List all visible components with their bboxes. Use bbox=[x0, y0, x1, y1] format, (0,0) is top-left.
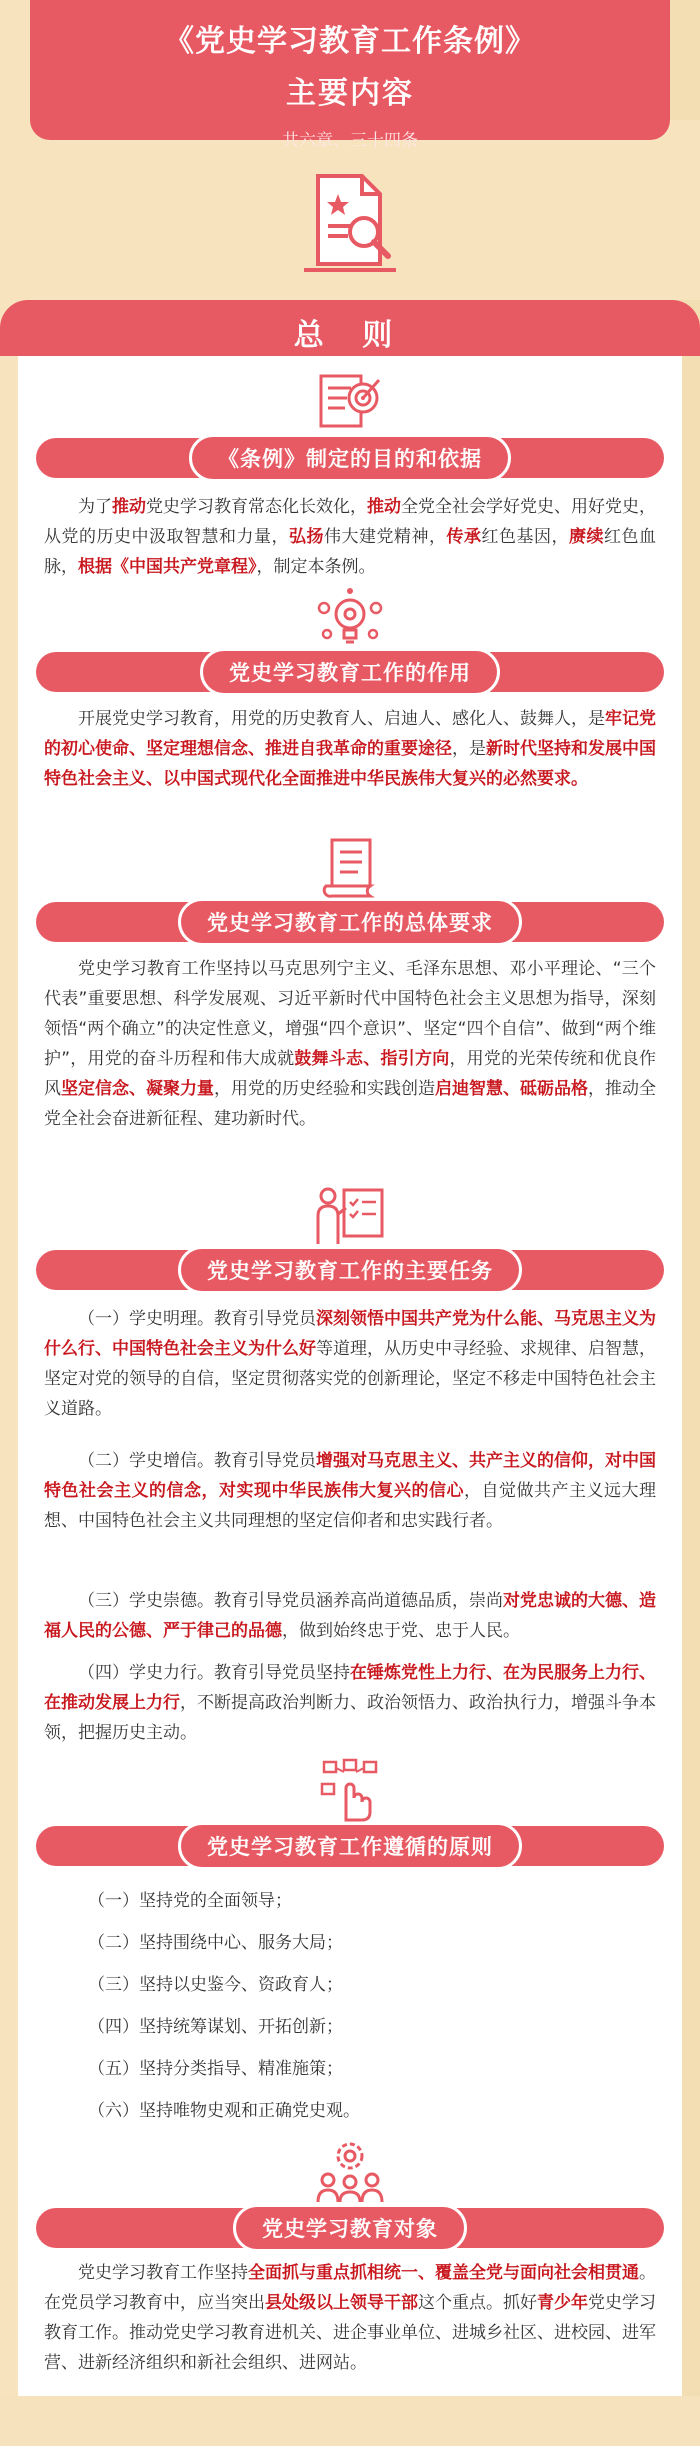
body-text: 全党全社会学好党史、用好党史，从党的历史中汲取智慧和力量， bbox=[44, 497, 656, 547]
task-item-1 bbox=[44, 1304, 656, 1424]
body-text: （三）学史崇德。教育引导党员涵养高尚道德品质，崇尚 bbox=[78, 1591, 503, 1611]
highlight-text: 传承 bbox=[446, 527, 482, 547]
body-text: 党史学习教育常态化长效化， bbox=[146, 497, 367, 517]
people-gear-icon bbox=[316, 2140, 384, 2204]
paragraph-purpose bbox=[44, 492, 656, 582]
paragraph-audience bbox=[44, 2258, 656, 2378]
section-bar-principles bbox=[36, 1826, 664, 1866]
section-heading: 党史学习教育工作的作用 bbox=[200, 648, 500, 696]
section-heading: 党史学习教育对象 bbox=[233, 2204, 467, 2252]
lightbulb-gear-icon bbox=[315, 586, 385, 650]
body-text: 开展党史学习教育，用党的历史教育人、启迪人、感化人、鼓舞人，是 bbox=[78, 709, 605, 729]
highlight-text: 赓续 bbox=[569, 527, 604, 547]
highlight-text: 深刻领悟中国共产党为什么能、马克思主义为什么行、中国特色社会主义为什么好 bbox=[44, 1309, 656, 1359]
principle-item: （六）坚持唯物史观和正确党史观。 bbox=[88, 2101, 360, 2121]
body-text: （一）学史明理。教育引导党员 bbox=[78, 1309, 316, 1329]
document-star-magnifier-icon bbox=[300, 168, 400, 278]
body-text: ，做到始终忠于党、忠于人民。 bbox=[282, 1621, 520, 1641]
body-text: 等道理，从历史中寻经验、求规律、启智慧，坚定对党的领导的自信，坚定贯彻落实党的创新理论，坚定不移走中国特色社会主义道路。 bbox=[44, 1339, 656, 1419]
highlight-text: 坚定信念、凝聚力量 bbox=[61, 1079, 214, 1099]
principle-item: （二）坚持围绕中心、服务大局； bbox=[88, 1933, 343, 1953]
body-text: ，是 bbox=[452, 739, 486, 759]
section-title: 总 则 bbox=[293, 318, 407, 353]
highlight-text: 推动 bbox=[367, 497, 401, 517]
highlight-text: 青少年 bbox=[537, 2293, 588, 2313]
page-header bbox=[30, 0, 670, 151]
body-text: ，自觉做共产主义远大理想、中国特色社会主义共同理想的坚定信仰者和忠实践行者。 bbox=[44, 1481, 656, 1531]
section-bar-role bbox=[36, 652, 664, 692]
section-bar-purpose bbox=[36, 438, 664, 478]
section-heading: 党史学习教育工作遵循的原则 bbox=[178, 1822, 522, 1870]
principle-item: （四）坚持统筹谋划、开拓创新； bbox=[88, 2017, 343, 2037]
body-text: （四）学史力行。教育引导党员坚持 bbox=[78, 1663, 350, 1683]
body-text: 红色基因， bbox=[481, 527, 569, 547]
page-subtitle: 共六章、三十四条 bbox=[282, 131, 418, 151]
highlight-text: 启迪智慧、砥砺品格 bbox=[435, 1079, 588, 1099]
body-text: ，用党的历史经验和实践创造 bbox=[214, 1079, 435, 1099]
body-text: 伟大建党精神， bbox=[324, 527, 447, 547]
hand-network-icon bbox=[318, 1758, 382, 1824]
section-bar-requirements bbox=[36, 902, 664, 942]
target-checklist-icon bbox=[315, 368, 385, 430]
scroll-icon bbox=[318, 834, 382, 898]
paragraph-requirements bbox=[44, 954, 656, 1134]
principle-item: （一）坚持党的全面领导； bbox=[88, 1891, 292, 1911]
highlight-text: 弘扬 bbox=[289, 527, 324, 547]
highlight-text: 推动 bbox=[112, 497, 146, 517]
body-text: 红色血脉， bbox=[44, 527, 656, 577]
highlight-text: 牢记党的初心使命、坚定理想信念、推进自我革命的重要途径 bbox=[44, 709, 656, 759]
section-heading: 党史学习教育工作的总体要求 bbox=[178, 898, 522, 946]
section-bar-audience bbox=[36, 2208, 664, 2248]
footer-band bbox=[0, 2396, 700, 2446]
page-title-sub: 主要内容 bbox=[286, 76, 414, 111]
body-text: （二）学史增信。教育引导党员 bbox=[78, 1451, 316, 1471]
page-title: 《党史学习教育工作条例》 bbox=[164, 24, 536, 59]
highlight-text: 对党忠诚的大德、造福人民的公德、严于律己的品德 bbox=[44, 1591, 656, 1641]
section-general-principles bbox=[0, 300, 700, 356]
body-text: 这个重点。抓好 bbox=[418, 2293, 537, 2313]
task-item-2 bbox=[44, 1446, 656, 1536]
highlight-text: 县处级以上领导干部 bbox=[265, 2293, 418, 2313]
body-text: 党史学习教育工作。推动党史学习教育进机关、进企事业单位、进城乡社区、进校园、进军营、进新经济组织和新社会组织、进网站。 bbox=[44, 2293, 656, 2373]
highlight-text: 增强对马克思主义、共产主义的信仰，对中国特色社会主义的信念，对实现中华民族伟大复兴的信心 bbox=[44, 1451, 656, 1501]
section-heading: 《条例》制定的目的和依据 bbox=[189, 434, 511, 482]
task-item-3 bbox=[44, 1586, 656, 1646]
principle-item: （五）坚持分类指导、精准施策； bbox=[88, 2059, 343, 2079]
body-text: ，推动全党全社会奋进新征程、建功新时代。 bbox=[44, 1079, 656, 1129]
highlight-text: 鼓舞斗志、指引方向 bbox=[294, 1049, 450, 1069]
body-text: ，不断提高政治判断力、政治领悟力、政治执行力，增强斗争本领，把握历史主动。 bbox=[44, 1693, 656, 1743]
highlight-text: 全面抓与重点抓相统一、覆盖全党与面向社会相贯通 bbox=[248, 2263, 639, 2283]
body-text: 。在党员学习教育中，应当突出 bbox=[44, 2263, 656, 2313]
highlight-text: 在锤炼党性上力行、在为民服务上力行、在推动发展上力行 bbox=[44, 1663, 656, 1713]
section-bar-tasks bbox=[36, 1250, 664, 1290]
highlight-text: 新时代坚持和发展中国特色社会主义、以中国式现代化全面推进中华民族伟大复兴的必然要求。 bbox=[44, 739, 656, 789]
body-text: 党史学习教育工作坚持 bbox=[78, 2263, 248, 2283]
section-heading: 党史学习教育工作的主要任务 bbox=[178, 1246, 522, 1294]
paragraph-role bbox=[44, 704, 656, 794]
principle-item: （三）坚持以史鉴今、资政育人； bbox=[88, 1975, 343, 1995]
highlight-text: 根据《中国共产党章程》 bbox=[78, 557, 257, 577]
task-item-4 bbox=[44, 1658, 656, 1748]
body-text: 为了 bbox=[78, 497, 112, 517]
body-text: 党史学习教育工作坚持以马克思列宁主义、毛泽东思想、邓小平理论、“三个代表”重要思想、科学发展观、习近平新时代中国特色社会主义思想为指导，深刻领悟“两个确立”的决定性意义，增强“四个意识”、坚定“四个自信”、做到“两个维护”，用党的奋斗历程和伟大成就 bbox=[44, 959, 656, 1069]
body-text: ，用党的光荣传统和优良作风 bbox=[44, 1049, 657, 1099]
body-text: ，制定本条例。 bbox=[256, 557, 376, 577]
teacher-board-icon bbox=[312, 1184, 388, 1250]
